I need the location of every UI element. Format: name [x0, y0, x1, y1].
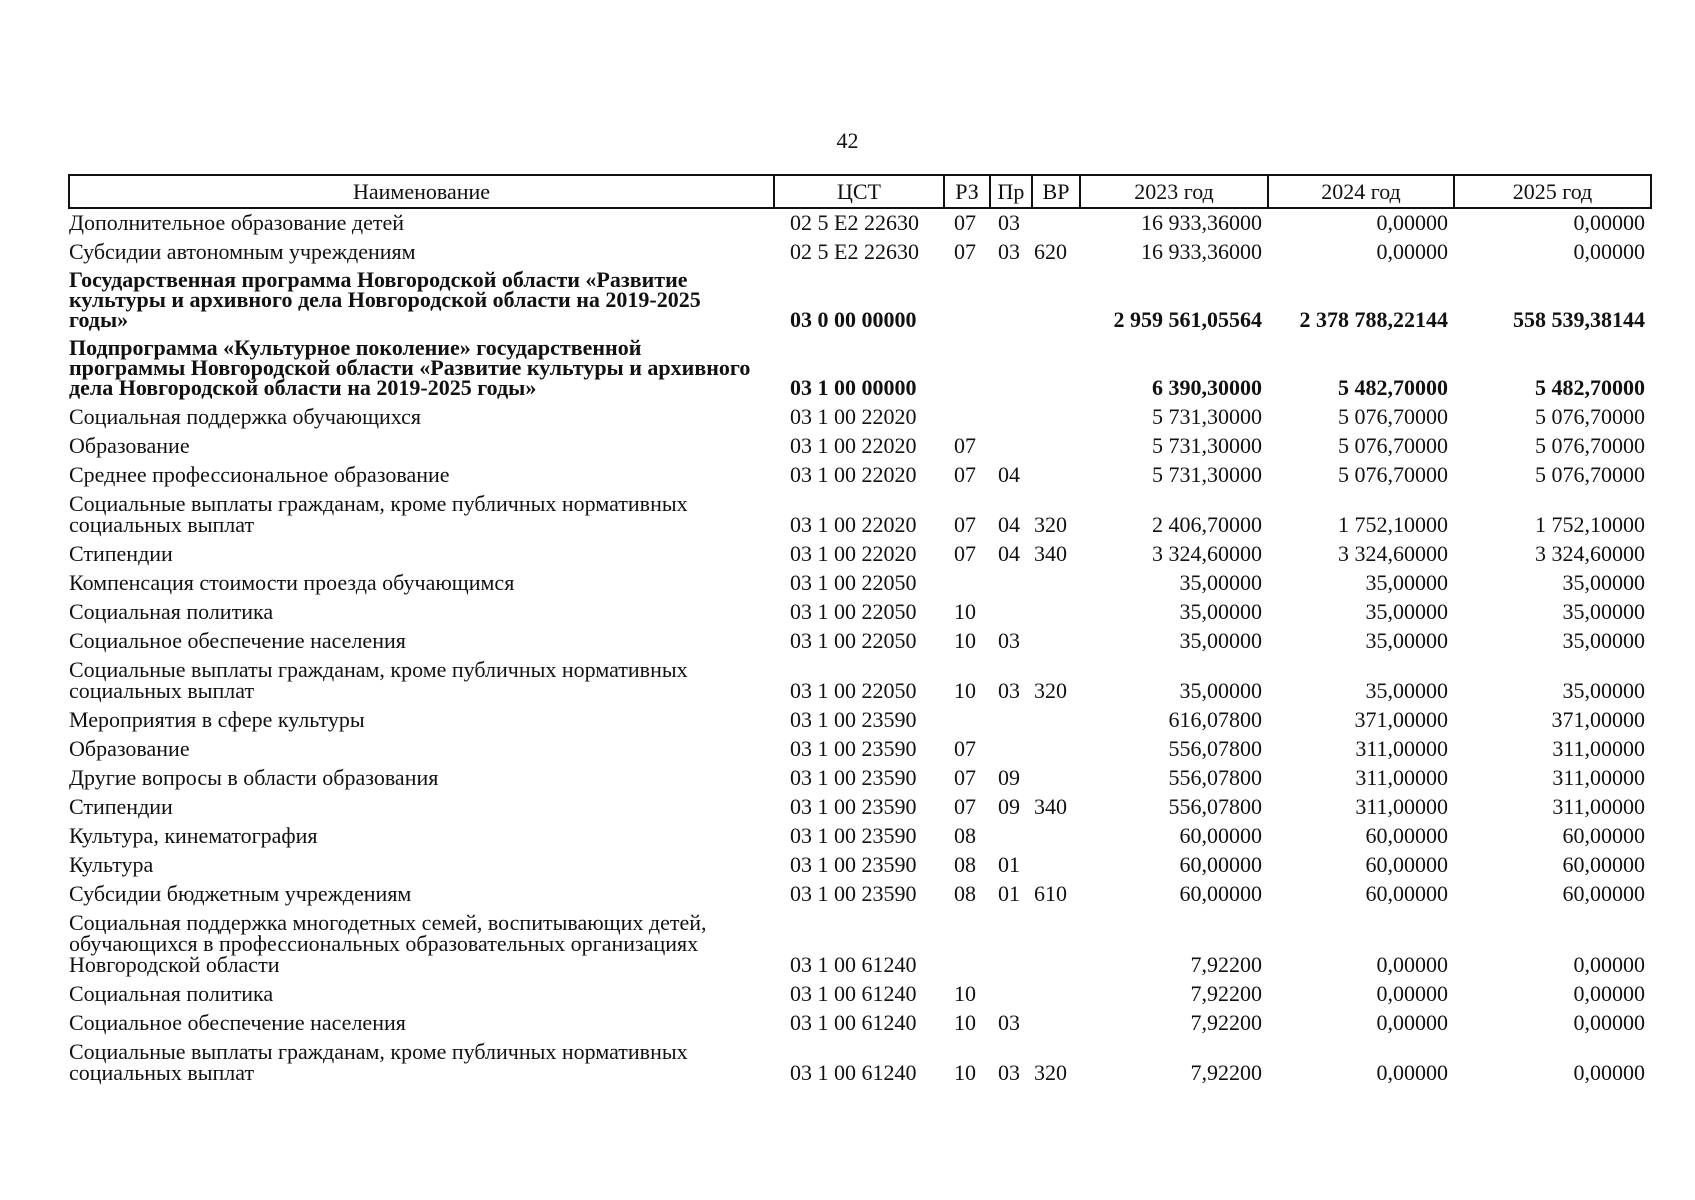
cell-2023: 16 933,36000: [1141, 210, 1262, 235]
cell-name: Социальная политика: [69, 981, 274, 1006]
cell-2023: 7,92200: [1190, 981, 1262, 1006]
cell-2025: 0,00000: [1573, 1060, 1645, 1085]
cell-rz: 10: [954, 678, 976, 703]
cell-vr: [1032, 909, 1080, 980]
table-header-row: [69, 175, 1651, 208]
cell-2024: 311,00000: [1355, 794, 1448, 819]
cell-2023: 7,92200: [1190, 952, 1262, 977]
table-row: [69, 540, 1651, 569]
cell-rz: 07: [954, 210, 976, 235]
cell-cst: 03 1 00 61240: [790, 1060, 917, 1085]
cell-vr: [1032, 208, 1080, 238]
cell-2025: 311,00000: [1552, 765, 1645, 790]
cell-vr: [1032, 735, 1080, 764]
cell-2024: 60,00000: [1365, 823, 1448, 848]
cell-2023: 2 959 561,05564: [1113, 307, 1262, 332]
cell-vr: 320: [1034, 1060, 1067, 1085]
cell-2024: 0,00000: [1376, 952, 1448, 977]
cell-name: Государственная программа Новгородской области «Развитие культуры и архивного дела Новгородской области на 2019-2025 годы»: [69, 267, 701, 332]
table-row: [69, 1009, 1651, 1038]
header-2024: 2024 год: [1268, 175, 1454, 208]
cell-pr: 09: [998, 765, 1020, 790]
cell-2025: 0,00000: [1573, 239, 1645, 264]
cell-vr: [1032, 1009, 1080, 1038]
cell-cst: 03 1 00 22050: [790, 599, 917, 624]
table-row: [69, 598, 1651, 627]
cell-2023: 556,07800: [1168, 765, 1262, 790]
cell-vr: [1032, 403, 1080, 432]
cell-2023: 5 731,30000: [1152, 433, 1262, 458]
table-row: [69, 851, 1651, 880]
budget-table: [68, 174, 1652, 1088]
cell-vr: [1032, 706, 1080, 735]
cell-cst: 03 1 00 23590: [790, 707, 917, 732]
cell-2024: 0,00000: [1376, 239, 1448, 264]
cell-2025: 60,00000: [1562, 823, 1645, 848]
cell-cst: 03 1 00 23590: [790, 852, 917, 877]
cell-pr: 03: [998, 628, 1020, 653]
cell-pr: 09: [998, 794, 1020, 819]
cell-2025: 35,00000: [1562, 628, 1645, 653]
cell-2025: 35,00000: [1562, 599, 1645, 624]
cell-pr: 03: [998, 678, 1020, 703]
table-row: [69, 706, 1651, 735]
cell-2023: 616,07800: [1168, 707, 1262, 732]
cell-2024: 0,00000: [1376, 1010, 1448, 1035]
cell-name: Субсидии бюджетным учреждениям: [69, 881, 412, 906]
table-row: [69, 403, 1651, 432]
cell-2023: 2 406,70000: [1152, 512, 1262, 537]
cell-vr: [1032, 461, 1080, 490]
table-row: [69, 880, 1651, 909]
cell-2024: 311,00000: [1355, 765, 1448, 790]
cell-vr: [1032, 569, 1080, 598]
cell-2023: 556,07800: [1168, 736, 1262, 761]
cell-cst: 03 1 00 00000: [790, 375, 917, 400]
header-2025: 2025 год: [1454, 175, 1651, 208]
cell-2025: 0,00000: [1573, 1010, 1645, 1035]
cell-vr: [1032, 267, 1080, 335]
table-row: [69, 656, 1651, 706]
table-row: [69, 267, 1651, 335]
cell-rz: 10: [954, 981, 976, 1006]
cell-rz: 10: [954, 628, 976, 653]
cell-name: Социальная поддержка обучающихся: [69, 404, 422, 429]
cell-cst: 03 1 00 61240: [790, 1010, 917, 1035]
cell-2024: 0,00000: [1376, 1060, 1448, 1085]
cell-rz: [944, 706, 990, 735]
cell-name: Стипендии: [69, 794, 173, 819]
cell-rz: 07: [954, 541, 976, 566]
cell-name: Мероприятия в сфере культуры: [69, 707, 365, 732]
cell-cst: 03 1 00 61240: [790, 981, 917, 1006]
cell-name: Другие вопросы в области образования: [69, 765, 439, 790]
cell-vr: 320: [1034, 678, 1067, 703]
cell-rz: 08: [954, 852, 976, 877]
cell-pr: 04: [998, 462, 1020, 487]
cell-vr: [1032, 851, 1080, 880]
cell-2025: 3 324,60000: [1535, 541, 1645, 566]
cell-rz: 07: [954, 433, 976, 458]
cell-name: Субсидии автономным учреждениям: [69, 239, 416, 264]
cell-pr: 03: [998, 239, 1020, 264]
cell-pr: [990, 267, 1032, 335]
cell-name: Социальная политика: [69, 599, 274, 624]
cell-2024: 5 076,70000: [1338, 462, 1448, 487]
table-row: [69, 793, 1651, 822]
cell-2023: 35,00000: [1179, 628, 1262, 653]
cell-cst: 03 1 00 22020: [790, 433, 917, 458]
header-name: Наименование: [69, 175, 774, 208]
cell-2024: 5 076,70000: [1338, 404, 1448, 429]
cell-2024: 60,00000: [1365, 881, 1448, 906]
cell-2025: 0,00000: [1573, 210, 1645, 235]
cell-2023: 16 933,36000: [1141, 239, 1262, 264]
cell-2024: 35,00000: [1365, 570, 1448, 595]
cell-2023: 7,92200: [1190, 1060, 1262, 1085]
cell-cst: 03 1 00 22020: [790, 541, 917, 566]
cell-cst: 03 1 00 22050: [790, 678, 917, 703]
table-row: [69, 569, 1651, 598]
cell-vr: 320: [1034, 512, 1067, 537]
cell-rz: 07: [954, 512, 976, 537]
cell-2025: 35,00000: [1562, 570, 1645, 595]
cell-vr: [1032, 432, 1080, 461]
cell-pr: [990, 822, 1032, 851]
cell-rz: [944, 569, 990, 598]
cell-rz: [944, 403, 990, 432]
cell-2023: 556,07800: [1168, 794, 1262, 819]
cell-pr: [990, 735, 1032, 764]
cell-pr: [990, 403, 1032, 432]
cell-pr: [990, 706, 1032, 735]
cell-name: Социальные выплаты гражданам, кроме публичных нормативных социальных выплат: [69, 657, 688, 703]
cell-vr: [1032, 822, 1080, 851]
table-row: [69, 1038, 1651, 1088]
cell-2025: 60,00000: [1562, 852, 1645, 877]
cell-2025: 5 076,70000: [1535, 404, 1645, 429]
cell-pr: [990, 569, 1032, 598]
cell-2024: 2 378 788,22144: [1299, 307, 1448, 332]
cell-pr: 01: [998, 852, 1020, 877]
table-row: [69, 238, 1651, 267]
cell-cst: 03 1 00 22020: [790, 462, 917, 487]
cell-pr: 04: [998, 512, 1020, 537]
cell-vr: [1032, 764, 1080, 793]
table-row: [69, 432, 1651, 461]
cell-name: Социальное обеспечение населения: [69, 628, 406, 653]
cell-2025: 311,00000: [1552, 794, 1645, 819]
cell-vr: 610: [1034, 881, 1067, 906]
table-row: [69, 627, 1651, 656]
cell-2024: 311,00000: [1355, 736, 1448, 761]
cell-cst: 03 1 00 23590: [790, 736, 917, 761]
cell-2023: 35,00000: [1179, 599, 1262, 624]
cell-2024: 3 324,60000: [1338, 541, 1448, 566]
cell-2024: 5 076,70000: [1338, 433, 1448, 458]
cell-2024: 1 752,10000: [1338, 512, 1448, 537]
cell-name: Стипендии: [69, 541, 173, 566]
cell-rz: 08: [954, 823, 976, 848]
cell-name: Дополнительное образование детей: [69, 210, 405, 235]
table-row: [69, 822, 1651, 851]
cell-pr: 03: [998, 1010, 1020, 1035]
cell-rz: [944, 267, 990, 335]
cell-rz: 10: [954, 1060, 976, 1085]
table-row: [69, 208, 1651, 238]
cell-2025: 35,00000: [1562, 678, 1645, 703]
cell-rz: 10: [954, 599, 976, 624]
cell-rz: 07: [954, 736, 976, 761]
cell-rz: [944, 335, 990, 403]
cell-vr: 340: [1034, 794, 1067, 819]
cell-2023: 5 731,30000: [1152, 404, 1262, 429]
table-row: [69, 461, 1651, 490]
table-row: [69, 335, 1651, 403]
cell-name: Социальное обеспечение населения: [69, 1010, 406, 1035]
cell-rz: 07: [954, 462, 976, 487]
cell-cst: 03 1 00 23590: [790, 823, 917, 848]
cell-pr: [990, 980, 1032, 1009]
header-2023: 2023 год: [1080, 175, 1268, 208]
cell-2023: 35,00000: [1179, 678, 1262, 703]
cell-rz: 07: [954, 239, 976, 264]
cell-vr: [1032, 598, 1080, 627]
cell-2023: 60,00000: [1179, 852, 1262, 877]
cell-2025: 5 076,70000: [1535, 462, 1645, 487]
cell-rz: 08: [954, 881, 976, 906]
cell-cst: 02 5 Е2 22630: [790, 210, 919, 235]
cell-cst: 02 5 Е2 22630: [790, 239, 919, 264]
cell-rz: 07: [954, 794, 976, 819]
header-rz: РЗ: [944, 175, 990, 208]
cell-cst: 03 1 00 23590: [790, 881, 917, 906]
cell-2025: 0,00000: [1573, 952, 1645, 977]
page-number: 42: [836, 128, 859, 153]
cell-name: Образование: [69, 433, 190, 458]
cell-cst: 03 1 00 23590: [790, 765, 917, 790]
cell-pr: [990, 598, 1032, 627]
cell-2025: 5 482,70000: [1535, 375, 1645, 400]
cell-cst: 03 0 00 00000: [790, 307, 917, 332]
cell-pr: 03: [998, 1060, 1020, 1085]
cell-name: Социальные выплаты гражданам, кроме публичных нормативных социальных выплат: [69, 491, 688, 537]
table-body: [69, 208, 1651, 1088]
cell-rz: 10: [954, 1010, 976, 1035]
cell-pr: 04: [998, 541, 1020, 566]
cell-name: Среднее профессиональное образование: [69, 462, 450, 487]
cell-pr: [990, 909, 1032, 980]
cell-name: Социальная поддержка многодетных семей, воспитывающих детей, обучающихся в профессиональных образовательных организациях Новгородской области: [69, 910, 707, 977]
cell-name: Компенсация стоимости проезда обучающимся: [69, 570, 515, 595]
cell-2024: 35,00000: [1365, 628, 1448, 653]
header-vr: ВР: [1032, 175, 1080, 208]
cell-2023: 7,92200: [1190, 1010, 1262, 1035]
cell-2023: 6 390,30000: [1152, 375, 1262, 400]
cell-pr: 01: [998, 881, 1020, 906]
cell-2025: 1 752,10000: [1535, 512, 1645, 537]
cell-2025: 5 076,70000: [1535, 433, 1645, 458]
cell-2024: 0,00000: [1376, 981, 1448, 1006]
table-row: [69, 764, 1651, 793]
table-row: [69, 735, 1651, 764]
cell-cst: 03 1 00 22020: [790, 404, 917, 429]
cell-name: Социальные выплаты гражданам, кроме публичных нормативных социальных выплат: [69, 1039, 688, 1085]
cell-vr: [1032, 335, 1080, 403]
cell-name: Культура, кинематография: [69, 823, 318, 848]
cell-2023: 3 324,60000: [1152, 541, 1262, 566]
cell-2024: 5 482,70000: [1338, 375, 1448, 400]
cell-cst: 03 1 00 22050: [790, 628, 917, 653]
header-cst: ЦСТ: [774, 175, 944, 208]
table-row: [69, 980, 1651, 1009]
cell-rz: 07: [954, 765, 976, 790]
cell-2023: 60,00000: [1179, 881, 1262, 906]
cell-2025: 371,00000: [1551, 707, 1645, 732]
cell-pr: 03: [998, 210, 1020, 235]
cell-rz: [944, 909, 990, 980]
cell-vr: 340: [1034, 541, 1067, 566]
cell-name: Образование: [69, 736, 190, 761]
cell-2024: 35,00000: [1365, 599, 1448, 624]
cell-pr: [990, 432, 1032, 461]
cell-name: Культура: [69, 852, 154, 877]
cell-vr: [1032, 980, 1080, 1009]
cell-2024: 60,00000: [1365, 852, 1448, 877]
cell-2025: 60,00000: [1562, 881, 1645, 906]
cell-cst: 03 1 00 61240: [790, 952, 917, 977]
header-pr: Пр: [990, 175, 1032, 208]
cell-2024: 0,00000: [1376, 210, 1448, 235]
cell-2023: 5 731,30000: [1152, 462, 1262, 487]
cell-pr: [990, 335, 1032, 403]
cell-vr: [1032, 627, 1080, 656]
cell-vr: 620: [1034, 239, 1067, 264]
cell-2024: 371,00000: [1354, 707, 1448, 732]
cell-name: Подпрограмма «Культурное поколение» государственной программы Новгородской области «Развитие культуры и архивного дела Новгородской области на 2019-2025 годы»: [69, 335, 751, 400]
cell-2025: 0,00000: [1573, 981, 1645, 1006]
table-row: [69, 490, 1651, 540]
cell-cst: 03 1 00 22050: [790, 570, 917, 595]
cell-cst: 03 1 00 22020: [790, 512, 917, 537]
cell-cst: 03 1 00 23590: [790, 794, 917, 819]
cell-2024: 35,00000: [1365, 678, 1448, 703]
table-row: [69, 909, 1651, 980]
cell-2025: 558 539,38144: [1513, 307, 1645, 332]
cell-2023: 60,00000: [1179, 823, 1262, 848]
cell-2025: 311,00000: [1552, 736, 1645, 761]
cell-2023: 35,00000: [1179, 570, 1262, 595]
